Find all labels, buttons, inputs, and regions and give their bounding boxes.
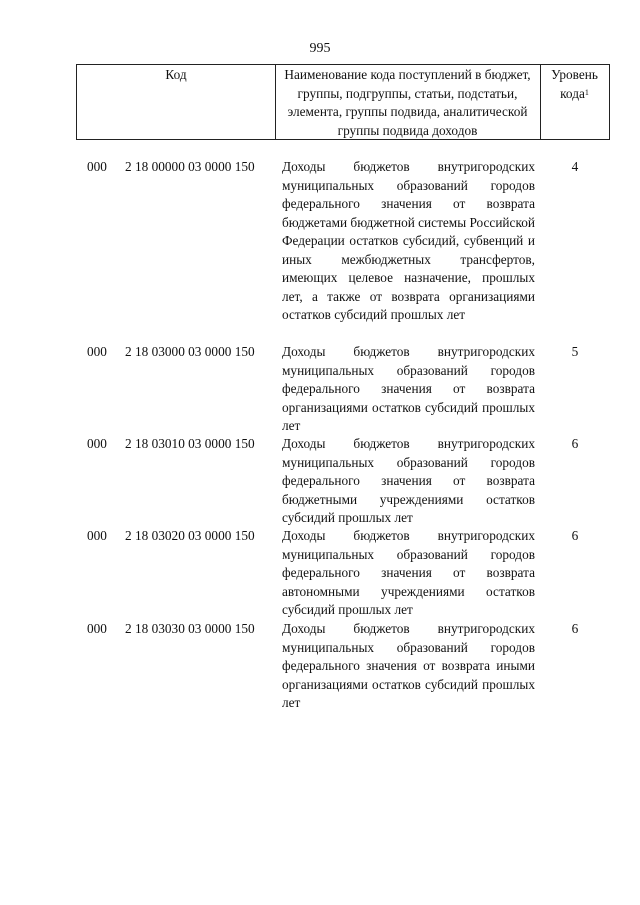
revenue-code: 2 18 03030 03 0000 150: [125, 621, 255, 636]
admin-code: 000: [87, 528, 107, 543]
code-level: 6: [571, 621, 579, 636]
code-level: 6: [571, 436, 579, 451]
admin-code: 000: [87, 344, 107, 359]
revenue-name: Доходы бюджетов внутригородских муниципальных образований городов федерального значения от возврата организациями остатков субсидий прошлых лет: [282, 344, 535, 433]
revenue-code: 2 18 03010 03 0000 150: [125, 436, 255, 451]
revenue-name: Доходы бюджетов внутригородских муниципальных образований городов федерального значения от возврата иными организациями остатков субсидий прошлых лет: [282, 621, 535, 710]
header-level-label: Уровень кода: [551, 67, 598, 101]
revenue-code: 2 18 03000 03 0000 150: [125, 344, 255, 359]
header-level-footnote: 1: [584, 87, 589, 97]
admin-code: 000: [87, 436, 107, 451]
revenue-name: Доходы бюджетов внутригородских муниципальных образований городов федерального значения от возврата бюджетными учреждениями остатков субсидий прошлых лет: [282, 436, 535, 525]
header-name-label: Наименование кода поступлений в бюджет, группы, подгруппы, статьи, подстатьи, элемента, группы подвида, аналитической группы подвида доходов: [284, 67, 531, 138]
admin-code: 000: [87, 621, 107, 636]
code-level: 4: [571, 159, 579, 174]
revenue-code: 2 18 00000 03 0000 150: [125, 159, 255, 174]
header-code-cell: [76, 64, 276, 140]
code-level: 5: [571, 344, 579, 359]
revenue-code: 2 18 03020 03 0000 150: [125, 528, 255, 543]
header-code-label: Код: [165, 67, 187, 82]
revenue-name: Доходы бюджетов внутригородских муниципальных образований городов федерального значения от возврата автономными учреждениями остатков субсидий прошлых лет: [282, 528, 535, 617]
revenue-name: Доходы бюджетов внутригородских муниципальных образований городов федерального значения от возврата бюджетами бюджетной системы Российской Федерации остатков субсидий, субвенций и иных межбюджетных трансфертов, имеющих целевое назначение, прошлых лет, а также от возврата организациями остатков субсидий прошлых лет: [282, 159, 535, 322]
page-number: 995: [309, 41, 331, 56]
admin-code: 000: [87, 159, 107, 174]
header-level-cell: [540, 64, 610, 140]
code-level: 6: [571, 528, 579, 543]
header-name-cell: [275, 64, 541, 140]
